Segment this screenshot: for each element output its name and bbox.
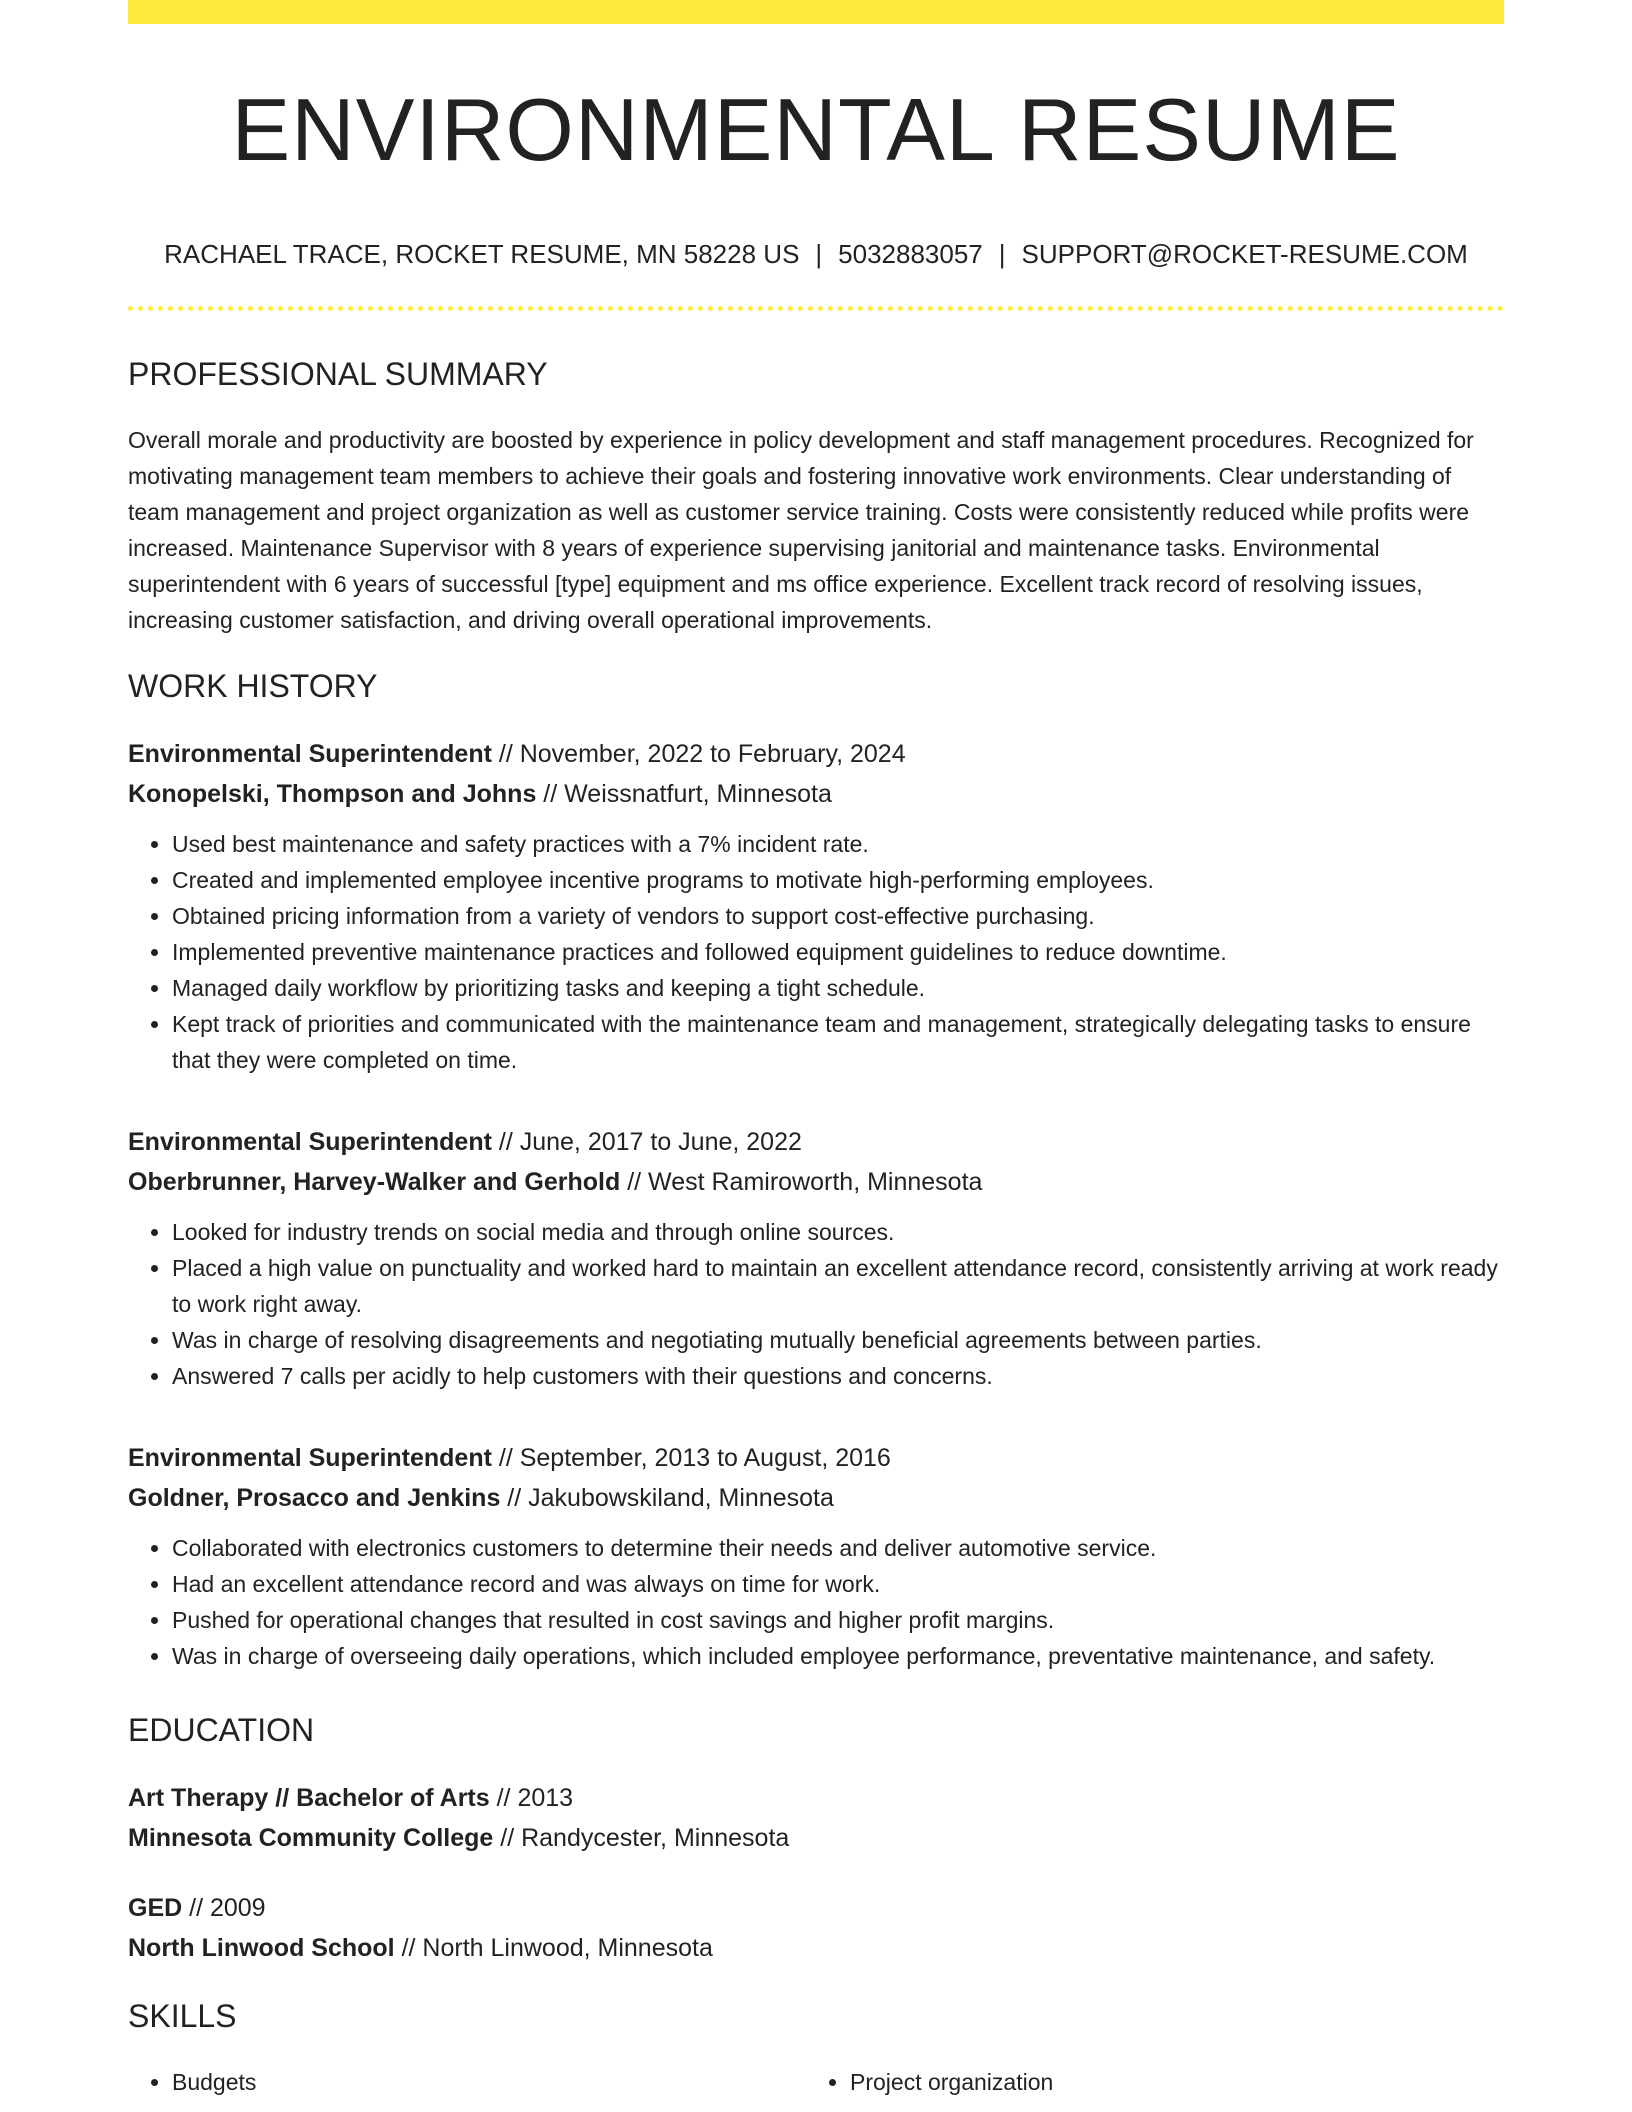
job-location: // Jakubowskiland, Minnesota — [500, 1484, 834, 1512]
contact-email[interactable]: SUPPORT@ROCKET-RESUME.COM — [1021, 239, 1468, 269]
job-bullet: • Kept track of priorities and communicated with the maintenance team and management, strategically delegating tasks to ensure that they were completed on time. — [172, 1006, 1504, 1078]
job-company-line — [128, 1162, 1504, 1202]
education-school-line — [128, 1818, 1504, 1858]
job-company-line — [128, 1478, 1504, 1518]
job-entry — [128, 734, 1504, 1078]
skill-item: • Budgets — [172, 2064, 806, 2100]
job-dates: // September, 2013 to August, 2016 — [491, 1444, 891, 1472]
skills-right-column — [806, 2064, 1484, 2100]
job-title: Environmental Superintendent — [128, 1444, 492, 1472]
dotted-divider — [128, 306, 1504, 311]
job-title: Environmental Superintendent — [128, 740, 492, 768]
skills-heading: SKILLS — [128, 1998, 237, 2034]
job-bullets — [128, 1530, 1504, 1674]
education-degree-line — [128, 1778, 1504, 1818]
document-title: ENVIRONMENTAL RESUME — [231, 80, 1401, 179]
work-history-heading: WORK HISTORY — [128, 668, 378, 704]
job-company: Goldner, Prosacco and Jenkins — [128, 1484, 501, 1512]
job-bullet: • Pushed for operational changes that resulted in cost savings and higher profit margins. — [172, 1602, 1504, 1638]
job-title-line — [128, 1438, 1504, 1478]
job-company: Konopelski, Thompson and Johns — [128, 780, 537, 808]
job-entry — [128, 1122, 1504, 1394]
job-bullet: • Had an excellent attendance record and was always on time for work. — [172, 1566, 1504, 1602]
summary-text: Overall morale and productivity are boosted by experience in policy development and staff management procedures. Recognized for motivating management team members to achieve their goals and fostering innovative work environments. Clear understanding of team management and project organization as well as customer service training. Costs were consistently reduced while profits were increased. Maintenance Supervisor with 8 years of experience supervising janitorial and maintenance tasks. Environmental superintendent with 6 years of successful [type] equipment and ms office experience. Excellent track record of resolving issues, increasing customer satisfaction, and driving overall operational improvements. — [128, 427, 1474, 633]
education-heading: EDUCATION — [128, 1712, 315, 1748]
contact-address: RACHAEL TRACE, ROCKET RESUME, MN 58228 US — [164, 239, 800, 269]
job-bullet: • Obtained pricing information from a variety of vendors to support cost-effective purchasing. — [172, 898, 1504, 934]
job-bullets — [128, 1214, 1504, 1394]
job-bullet: • Answered 7 calls per acidly to help customers with their questions and concerns. — [172, 1358, 1504, 1394]
education-school-line — [128, 1928, 1504, 1968]
skills-left-column — [128, 2064, 806, 2100]
skills-section — [128, 1994, 1504, 2100]
accent-top-bar — [128, 0, 1504, 24]
contact-line — [128, 236, 1504, 272]
job-bullet: • Placed a high value on punctuality and worked hard to maintain an excellent attendance record, consistently arriving at work ready to work right away. — [172, 1250, 1504, 1322]
job-location: // West Ramiroworth, Minnesota — [620, 1168, 983, 1196]
job-bullet: • Collaborated with electronics customers to determine their needs and deliver automotive service. — [172, 1530, 1504, 1566]
summary-section — [128, 352, 1504, 638]
job-bullet: • Created and implemented employee incentive programs to motivate high-performing employees. — [172, 862, 1504, 898]
education-entry — [128, 1888, 1504, 1968]
education-degree: Art Therapy // Bachelor of Arts — [128, 1784, 490, 1812]
job-title-line — [128, 734, 1504, 774]
job-location: // Weissnatfurt, Minnesota — [536, 780, 832, 808]
contact-phone: 5032883057 — [838, 239, 983, 269]
job-bullet: • Implemented preventive maintenance practices and followed equipment guidelines to reduce downtime. — [172, 934, 1504, 970]
education-school: Minnesota Community College — [128, 1824, 494, 1852]
contact-separator: | — [815, 239, 823, 269]
job-bullet: • Managed daily workflow by prioritizing tasks and keeping a tight schedule. — [172, 970, 1504, 1006]
job-dates: // November, 2022 to February, 2024 — [491, 740, 906, 768]
education-school: North Linwood School — [128, 1934, 395, 1962]
job-title: Environmental Superintendent — [128, 1128, 492, 1156]
education-degree: GED — [128, 1894, 183, 1922]
education-location: // North Linwood, Minnesota — [394, 1934, 713, 1962]
summary-heading: PROFESSIONAL SUMMARY — [128, 356, 548, 392]
work-history-section — [128, 664, 1504, 1674]
education-location: // Randycester, Minnesota — [493, 1824, 790, 1852]
job-dates: // June, 2017 to June, 2022 — [491, 1128, 802, 1156]
education-year: // 2013 — [489, 1784, 574, 1812]
education-year: // 2009 — [182, 1894, 266, 1922]
job-bullets — [128, 826, 1504, 1078]
resume-content — [128, 352, 1504, 2100]
job-bullet: • Was in charge of overseeing daily operations, which included employee performance, preventative maintenance, and safety. — [172, 1638, 1504, 1674]
job-bullet: • Used best maintenance and safety practices with a 7% incident rate. — [172, 826, 1504, 862]
job-company: Oberbrunner, Harvey-Walker and Gerhold — [128, 1168, 621, 1196]
education-section — [128, 1708, 1504, 1968]
job-company-line — [128, 774, 1504, 814]
job-title-line — [128, 1122, 1504, 1162]
job-entry — [128, 1438, 1504, 1674]
education-degree-line — [128, 1888, 1504, 1928]
education-entry — [128, 1778, 1504, 1858]
skills-columns — [128, 2064, 1504, 2100]
contact-separator: | — [998, 239, 1006, 269]
skill-item: • Project organization — [850, 2064, 1484, 2100]
job-bullet: • Looked for industry trends on social media and through online sources. — [172, 1214, 1504, 1250]
job-bullet: • Was in charge of resolving disagreements and negotiating mutually beneficial agreements between parties. — [172, 1322, 1504, 1358]
